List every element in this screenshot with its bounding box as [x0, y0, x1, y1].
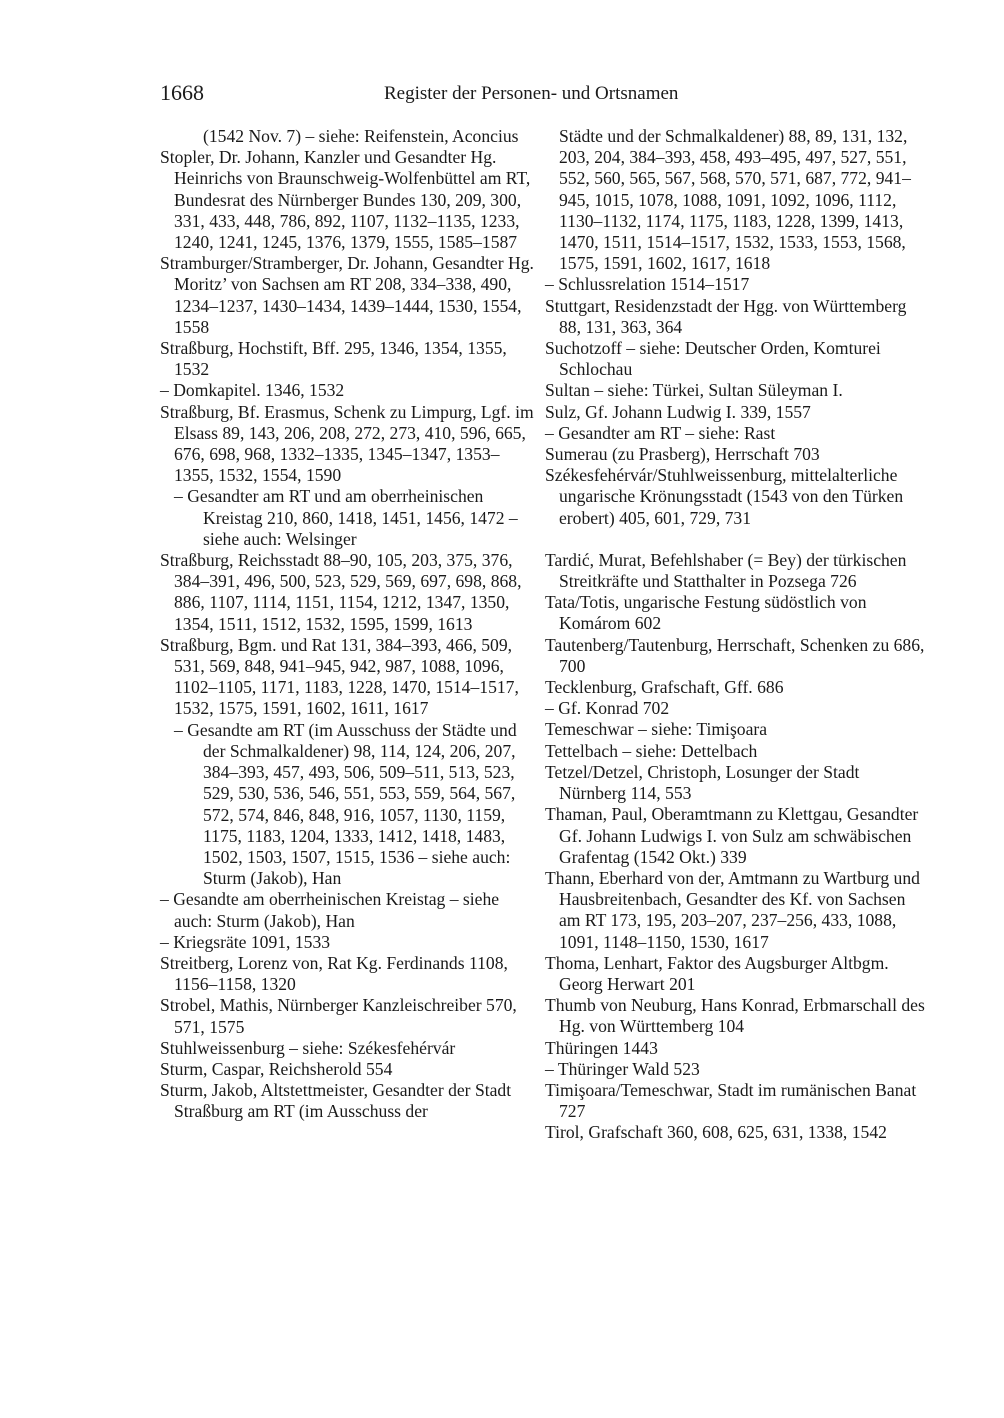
index-entry: Temeschwar – siehe: Timişoara — [545, 719, 768, 740]
index-entry: (1542 Nov. 7) – siehe: Reifenstein, Aconcius — [203, 126, 519, 146]
index-subentry: – Gf. Konrad 702 — [545, 698, 670, 719]
index-entry: Timişoara/Temeschwar, Stadt im rumänischen Banat 727 — [545, 1079, 917, 1122]
index-entry: Stuhlweissenburg – siehe: Székesfehérvár — [160, 1037, 456, 1058]
index-entry: Thaman, Paul, Oberamtmann zu Klettgau, Gesandter Gf. Johann Ludwigs I. von Sulz am schwäbischen Grafentag (1542 Okt.) 339 — [545, 804, 919, 867]
index-entry: Tata/Totis, ungarische Festung südöstlich von Komárom 602 — [545, 592, 867, 634]
index-entry: Sulz, Gf. Johann Ludwig I. 339, 1557 — [545, 401, 811, 422]
index-subentry: – Gesandte am RT (im Ausschuss der Städte und der Schmalkaldener) 98, 114, 124, 206, 207, 384–393, 457, 493, 506, 509–511, 513, 523, 529, 530, 536, 546, 551, 553, 559, 564, 567, 572, 574, 846, 848, 916, 1057, 1130, 1159, 1175, 1183, 1204, 1333, 1412, 1418, 1483, 1502, 1503, 1507, 1515, 1536 – siehe auch: Sturm (Jakob), Han — [174, 719, 517, 889]
index-entry: Tautenberg/Tautenburg, Herrschaft, Schenken zu 686, 700 — [545, 634, 925, 676]
index-entry: Strobel, Mathis, Nürnberger Kanzleischreiber 570, 571, 1575 — [160, 995, 517, 1037]
index-entry: Sumerau (zu Prasberg), Herrschaft 703 — [545, 444, 820, 465]
letter-gap — [545, 529, 925, 550]
index-subentry: – Domkapitel. 1346, 1532 — [160, 380, 345, 401]
index-entry: Straßburg, Bgm. und Rat 131, 384–393, 466, 509, 531, 569, 848, 941–945, 942, 987, 1088, 1096, 1102–1105, 1171, 1183, 1228, 1470, 1514–1517, 1532, 1575, 1591, 1602, 1611, 1617 — [160, 634, 519, 719]
index-entry: Thüringen 1443 — [545, 1037, 658, 1058]
index-entry: Tirol, Grafschaft 360, 608, 625, 631, 1338, 1542 — [545, 1122, 887, 1143]
index-entry: Tecklenburg, Grafschaft, Gff. 686 — [545, 677, 784, 698]
index-entry: Straßburg, Reichsstadt 88–90, 105, 203, 375, 376, 384–391, 496, 500, 523, 529, 569, 697, 698, 868, 886, 1107, 1114, 1151, 1154, 1212, 1347, 1350, 1354, 1511, 1512, 1532, 1595, 1599, 1613 — [160, 550, 522, 634]
index-subentry: – Gesandte am oberrheinischen Kreistag – siehe auch: Sturm (Jakob), Han — [160, 889, 500, 931]
index-entry: Sturm, Jakob, Altstettmeister, Gesandter der Stadt Straßburg am RT (im Ausschuss der — [160, 1080, 512, 1122]
index-entry-continued: Städte und der Schmalkaldener) 88, 89, 131, 132, 203, 204, 384–393, 458, 493–495, 497, 527, 551, 552, 560, 565, 567, 568, 570, 571, 687, 772, 941–945, 1015, 1078, 1088, 1091, 1092, 1096, 1112, 1130–1132, 1174, 1175, 1183, 1228, 1399, 1413, 1470, 1511, 1514–1517, 1532, 1533, 1553, 1568, 1575, 1591, 1602, 1617, 1618 — [559, 126, 911, 274]
index-entry: Straßburg, Hochstift, Bff. 295, 1346, 1354, 1355, 1532 — [160, 338, 507, 380]
index-entry: Stuttgart, Residenzstadt der Hgg. von Württemberg 88, 131, 363, 364 — [545, 295, 907, 337]
index-entry: Suchotzoff – siehe: Deutscher Orden, Komturei Schlochau — [545, 338, 881, 380]
index-entry: Thoma, Lenhart, Faktor des Augsburger Altbgm. Georg Herwart 201 — [545, 952, 889, 994]
index-entry: Thumb von Neuburg, Hans Konrad, Erbmarschall des Hg. von Württemberg 104 — [545, 995, 925, 1037]
index-subentry: – Gesandter am RT und am oberrheinischen Kreistag 210, 860, 1418, 1451, 1456, 1472 – siehe auch: Welsinger — [174, 486, 518, 549]
left-column — [160, 126, 535, 1123]
index-entry: Streitberg, Lorenz von, Rat Kg. Ferdinands 1108, 1156–1158, 1320 — [160, 952, 508, 995]
page-number: 1668 — [160, 80, 204, 105]
index-entry: Tettelbach – siehe: Dettelbach — [545, 740, 758, 761]
index-subentry: – Thüringer Wald 523 — [545, 1058, 700, 1079]
index-entry: Székesfehérvár/Stuhlweissenburg, mittelalterliche ungarische Krönungsstadt (1543 von den Türken erobert) 405, 601, 729, 731 — [545, 465, 904, 528]
index-subentry: – Schlussrelation 1514–1517 — [545, 274, 750, 295]
index-entry: Thann, Eberhard von der, Amtmann zu Wartburg und Hausbreitenbach, Gesandter des Kf. von Sachsen am RT 173, 195, 203–207, 237–256, 433, 1088, 1091, 1148–1150, 1530, 1617 — [545, 867, 920, 952]
index-entry: Sturm, Caspar, Reichsherold 554 — [160, 1058, 393, 1079]
index-entry: Straßburg, Bf. Erasmus, Schenk zu Limpurg, Lgf. im Elsass 89, 143, 206, 208, 272, 273, 410, 596, 665, 676, 698, 968, 1332–1335, 1345–1347, 1353–1355, 1532, 1554, 1590 — [160, 401, 534, 486]
index-entry: Sultan – siehe: Türkei, Sultan Süleyman I. — [545, 380, 843, 401]
index-subentry: – Kriegsräte 1091, 1533 — [160, 931, 331, 952]
index-entry: Stramburger/Stramberger, Dr. Johann, Gesandter Hg. Moritz’ von Sachsen am RT 208, 334–338, 490, 1234–1237, 1430–1434, 1439–1444, 1530, 1554, 1558 — [160, 253, 534, 337]
index-entry: Tetzel/Detzel, Christoph, Losunger der Stadt Nürnberg 114, 553 — [545, 761, 860, 804]
index-subentry: – Gesandter am RT – siehe: Rast — [545, 422, 776, 443]
running-head: Register der Personen- und Ortsnamen — [384, 83, 679, 104]
right-column — [545, 126, 925, 1144]
index-entry: Tardić, Murat, Befehlshaber (= Bey) der türkischen Streitkräfte und Statthalter in Pozsega 726 — [545, 549, 907, 592]
index-entry: Stopler, Dr. Johann, Kanzler und Gesandter Hg. Heinrichs von Braunschweig-Wolfenbüttel am RT, Bundesrat des Nürnberger Bundes 130, 209, 300, 331, 433, 448, 786, 892, 1107, 1132–1135, 1233, 1240, 1241, 1245, 1376, 1379, 1555, 1585–1587 — [160, 147, 531, 253]
